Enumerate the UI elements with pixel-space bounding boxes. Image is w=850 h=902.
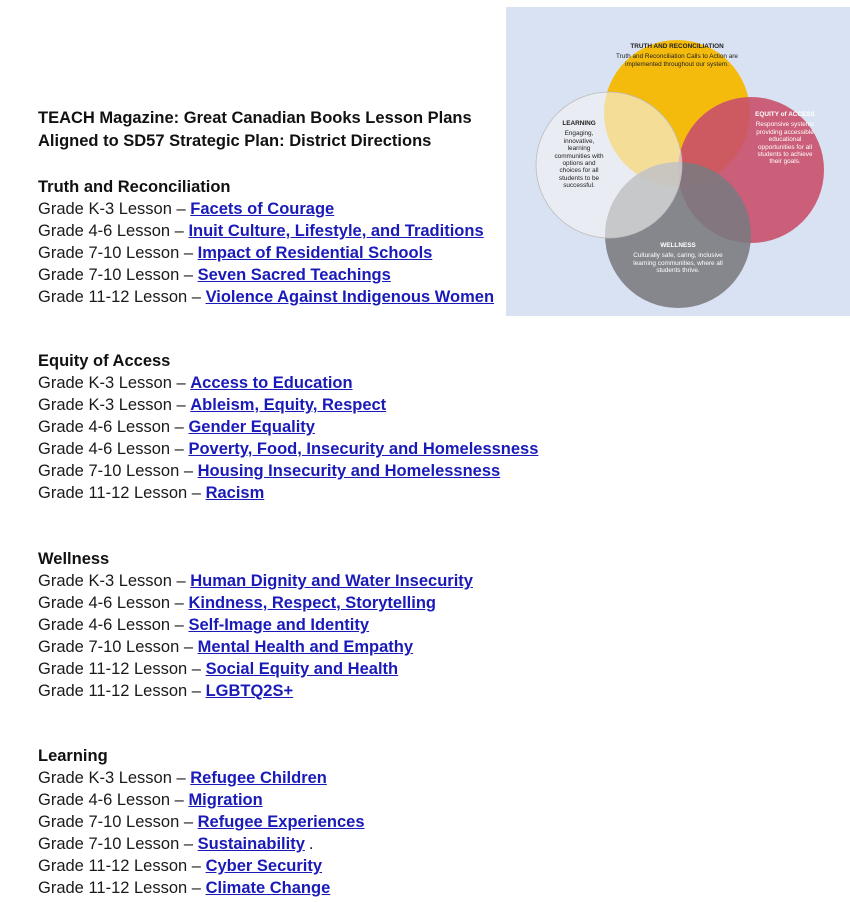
section-heading: Learning [38, 747, 108, 765]
section-wellness [38, 548, 473, 702]
section-equity-of-access [38, 350, 538, 504]
lesson-link[interactable]: Cyber Security [205, 857, 323, 875]
lesson-link[interactable]: Inuit Culture, Lifestyle, and Traditions [188, 222, 484, 240]
section-heading: Truth and Reconciliation [38, 178, 231, 196]
venn-learning-text: Engaging, innovative, learning communities with options and choices for all students to be successful. [554, 130, 604, 190]
section-heading: Equity of Access [38, 352, 171, 370]
lesson-link[interactable]: Climate Change [205, 879, 331, 897]
lesson-grade: Grade 4-6 Lesson – [38, 616, 189, 634]
lesson-grade: Grade 4-6 Lesson – [38, 222, 189, 240]
lesson-grade: Grade 7-10 Lesson – [38, 638, 198, 656]
lesson-grade: Grade K-3 Lesson – [38, 200, 191, 218]
venn-equity-label [754, 111, 816, 166]
lesson-link[interactable]: Seven Sacred Teachings [197, 266, 391, 284]
lesson-row [38, 592, 473, 614]
venn-learning-heading: LEARNING [562, 120, 596, 127]
lesson-grade: Grade 7-10 Lesson – [38, 266, 198, 284]
lesson-grade: Grade 7-10 Lesson – [38, 244, 198, 262]
page-title [38, 107, 472, 153]
lesson-link[interactable]: Violence Against Indigenous Women [205, 288, 495, 306]
lesson-grade: Grade 7-10 Lesson – [38, 835, 198, 853]
lesson-row [38, 416, 538, 438]
lesson-link[interactable]: Racism [205, 484, 265, 502]
lesson-row [38, 680, 473, 702]
lesson-row [38, 286, 494, 308]
lesson-row [38, 220, 494, 242]
venn-learning-label [552, 120, 606, 190]
lesson-row [38, 767, 365, 789]
lesson-suffix: . [308, 835, 314, 853]
venn-wellness-text: Culturally safe, caring, inclusive learning communities, where all students thrive. [633, 252, 723, 275]
lesson-grade: Grade K-3 Lesson – [38, 374, 191, 392]
lesson-grade: Grade 11-12 Lesson – [38, 660, 206, 678]
section-learning [38, 745, 365, 899]
title-line-2: Aligned to SD57 Strategic Plan: District Directions [38, 132, 432, 150]
lesson-grade: Grade 11-12 Lesson – [38, 857, 206, 875]
lesson-row [38, 636, 473, 658]
lesson-link[interactable]: Gender Equality [188, 418, 315, 436]
lesson-link[interactable]: Access to Education [190, 374, 353, 392]
lesson-link[interactable]: Migration [188, 791, 263, 809]
lesson-row [38, 242, 494, 264]
lesson-row [38, 482, 538, 504]
lesson-link[interactable]: Social Equity and Health [205, 660, 399, 678]
lesson-row [38, 394, 538, 416]
lesson-grade: Grade 7-10 Lesson – [38, 462, 198, 480]
lesson-grade: Grade 4-6 Lesson – [38, 791, 189, 809]
lesson-row [38, 811, 365, 833]
lesson-grade: Grade 11-12 Lesson – [38, 879, 206, 897]
venn-wellness-heading: WELLNESS [660, 242, 696, 249]
lesson-row [38, 438, 538, 460]
lesson-grade: Grade K-3 Lesson – [38, 572, 191, 590]
lesson-link[interactable]: Self-Image and Identity [188, 616, 370, 634]
lesson-link[interactable]: Kindness, Respect, Storytelling [188, 594, 436, 612]
lesson-link[interactable]: Housing Insecurity and Homelessness [197, 462, 501, 480]
lesson-row [38, 833, 365, 855]
lesson-row [38, 877, 365, 899]
lesson-grade: Grade 4-6 Lesson – [38, 440, 189, 458]
section-truth-and-reconciliation [38, 176, 494, 308]
lesson-link[interactable]: Sustainability [197, 835, 305, 853]
lesson-row [38, 372, 538, 394]
venn-equity-text: Responsive systems providing accessible educational opportunities for all students to achieve their goals. [755, 121, 815, 166]
venn-truth-heading: TRUTH AND RECONCILIATION [630, 43, 724, 50]
lesson-row [38, 658, 473, 680]
lesson-row [38, 264, 494, 286]
lesson-link[interactable]: Ableism, Equity, Respect [190, 396, 387, 414]
venn-truth-text: Truth and Reconciliation Calls to Action are implemented throughout our system. [616, 53, 738, 68]
strategic-plan-venn-diagram [506, 7, 850, 316]
venn-wellness-label [626, 242, 730, 275]
lesson-link[interactable]: Poverty, Food, Insecurity and Homelessness [188, 440, 539, 458]
lesson-row [38, 198, 494, 220]
lesson-link[interactable]: Refugee Children [190, 769, 327, 787]
lesson-link[interactable]: Mental Health and Empathy [197, 638, 414, 656]
lesson-link[interactable]: Impact of Residential Schools [197, 244, 433, 262]
lesson-grade: Grade 4-6 Lesson – [38, 594, 189, 612]
lesson-row [38, 855, 365, 877]
lesson-grade: Grade 4-6 Lesson – [38, 418, 189, 436]
section-heading: Wellness [38, 550, 110, 568]
lesson-grade: Grade 11-12 Lesson – [38, 288, 206, 306]
lesson-link[interactable]: Facets of Courage [190, 200, 335, 218]
lesson-link[interactable]: Human Dignity and Water Insecurity [190, 572, 473, 590]
lesson-link[interactable]: LGBTQ2S+ [205, 682, 294, 700]
title-line-1: TEACH Magazine: Great Canadian Books Lesson Plans [38, 109, 472, 127]
lesson-row [38, 614, 473, 636]
venn-equity-heading: EQUITY of ACCESS [755, 111, 815, 118]
lesson-grade: Grade 11-12 Lesson – [38, 484, 206, 502]
venn-truth-label [614, 43, 740, 68]
lesson-row [38, 789, 365, 811]
lesson-grade: Grade 11-12 Lesson – [38, 682, 206, 700]
lesson-row [38, 460, 538, 482]
lesson-row [38, 570, 473, 592]
lesson-grade: Grade 7-10 Lesson – [38, 813, 198, 831]
lesson-link[interactable]: Refugee Experiences [197, 813, 365, 831]
lesson-grade: Grade K-3 Lesson – [38, 396, 191, 414]
lesson-grade: Grade K-3 Lesson – [38, 769, 191, 787]
